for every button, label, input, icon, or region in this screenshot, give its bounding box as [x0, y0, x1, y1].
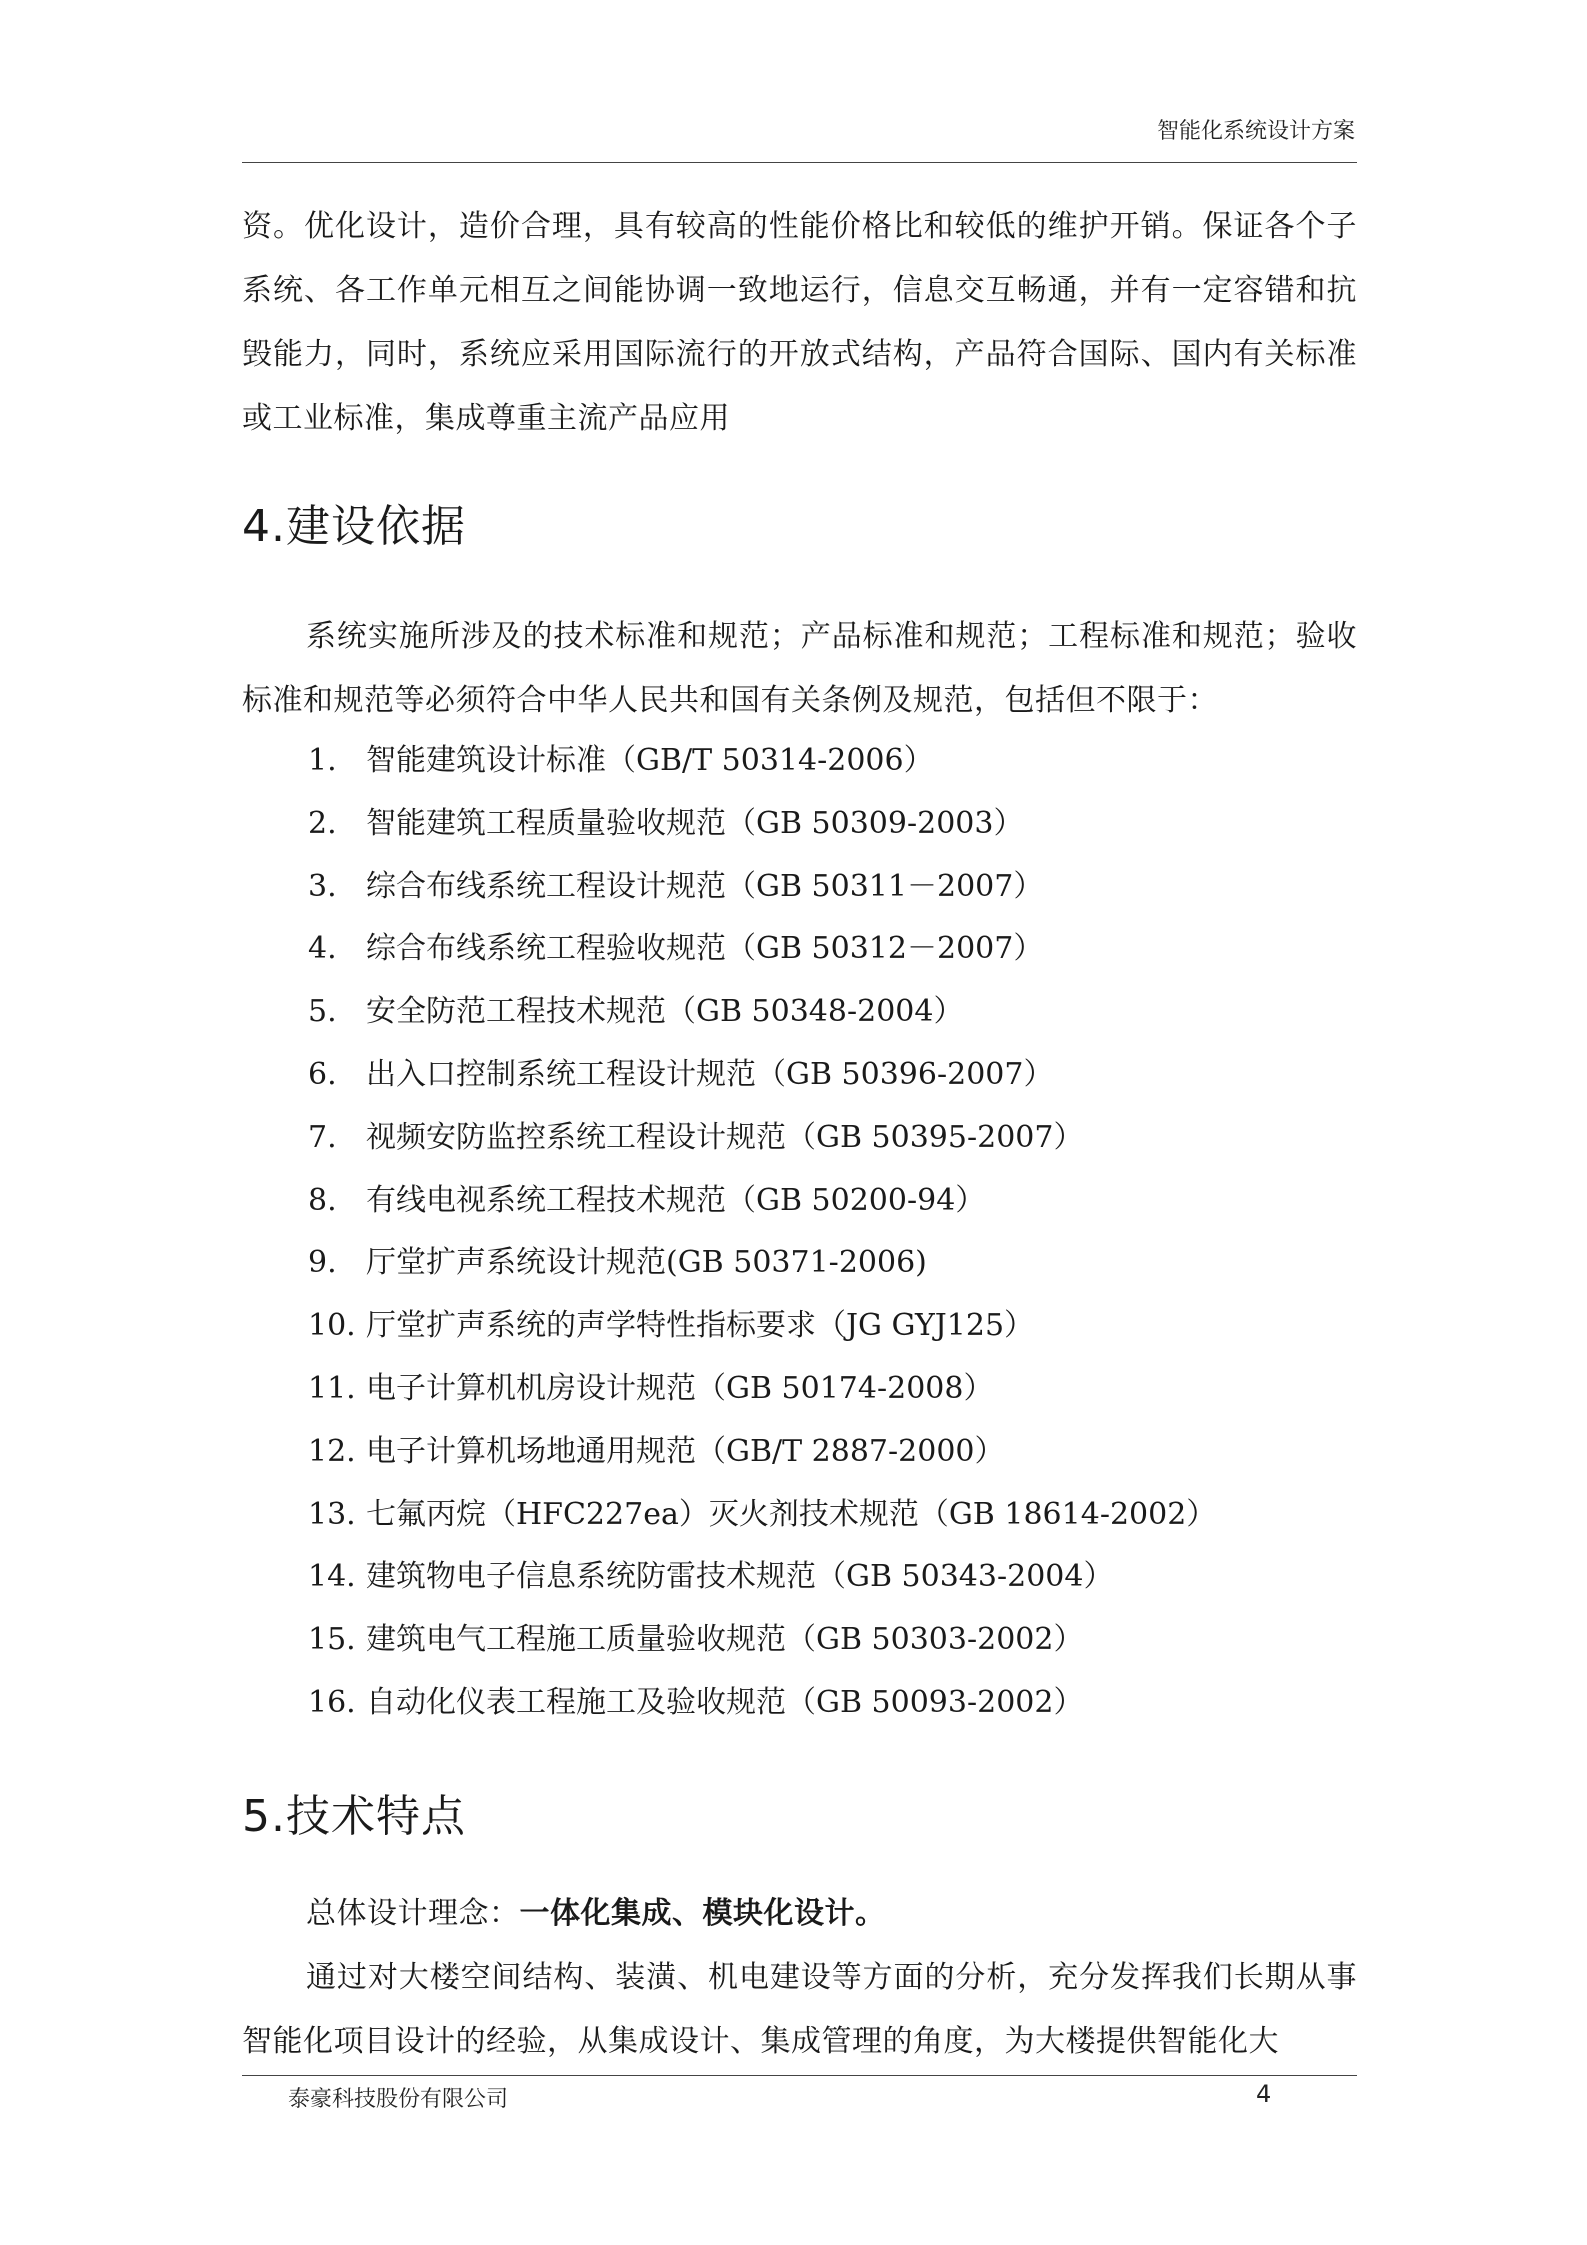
intro-block	[242, 195, 1357, 451]
list-item-number: 11.	[308, 1370, 356, 1406]
list-item-text: 七氟丙烷（HFC227ea）灭火剂技术规范（GB 18614-2002）	[366, 1496, 1217, 1532]
page-header-title: 智能化系统设计方案	[1156, 119, 1355, 144]
list-item-number: 7.	[308, 1119, 337, 1155]
list-item	[308, 1044, 1216, 1107]
list-item-number: 4.	[308, 931, 337, 967]
design-concept-value: 一体化集成、模块化设计。	[519, 1896, 886, 1931]
section-4-heading: 4.建设依据	[242, 501, 466, 552]
list-item	[308, 1232, 1216, 1295]
design-concept-line	[242, 1882, 1357, 1946]
section-5-paragraph: 通过对大楼空间结构、装潢、机电建设等方面的分析，充分发挥我们长期从事智能化项目设计的经验，从集成设计、集成管理的角度，为大楼提供智能化大	[242, 1960, 1357, 2059]
list-item-text: 安全防范工程技术规范（GB 50348-2004）	[366, 994, 964, 1030]
list-item-text: 厅堂扩声系统设计规范(GB 50371-2006)	[366, 1245, 927, 1281]
list-item-text: 电子计算机场地通用规范（GB/T 2887-2000）	[366, 1433, 1005, 1469]
list-item-text: 自动化仪表工程施工及验收规范（GB 50093-2002）	[366, 1684, 1084, 1720]
list-item	[308, 1358, 1216, 1421]
standards-list	[308, 730, 1216, 1735]
list-item-text: 厅堂扩声系统的声学特性指标要求（JG GYJ125）	[366, 1308, 1035, 1344]
list-item-number: 10.	[308, 1308, 356, 1344]
list-item	[308, 730, 1216, 793]
list-item-text: 智能建筑工程质量验收规范（GB 50309-2003）	[366, 805, 1024, 841]
footer-company-name: 泰豪科技股份有限公司	[288, 2087, 509, 2112]
list-item-text: 有线电视系统工程技术规范（GB 50200-94）	[366, 1182, 986, 1218]
list-item-text: 智能建筑设计标准（GB/T 50314-2006）	[366, 743, 934, 778]
list-item-number: 5.	[308, 994, 337, 1030]
list-item-number: 3.	[308, 868, 337, 904]
footer-divider	[242, 2075, 1357, 2076]
list-item	[308, 1421, 1216, 1484]
list-item	[308, 918, 1216, 981]
list-item-number: 15.	[308, 1622, 356, 1658]
list-item-text: 建筑物电子信息系统防雷技术规范（GB 50343-2004）	[366, 1559, 1114, 1595]
list-item	[308, 1107, 1216, 1170]
list-item	[308, 856, 1216, 919]
intro-paragraph: 资。优化设计，造价合理，具有较高的性能价格比和较低的维护开销。保证各个子系统、各工作单元相互之间能协调一致地运行，信息交互畅通，并有一定容错和抗毁能力，同时，系统应采用国际流行的开放式结构，产品符合国际、国内有关标准或工业标准，集成尊重主流产品应用	[242, 209, 1357, 436]
list-item	[308, 793, 1216, 856]
list-item-text: 综合布线系统工程设计规范（GB 50311－2007）	[366, 868, 1044, 904]
list-item	[308, 1672, 1216, 1735]
list-item-number: 8.	[308, 1182, 337, 1218]
section-5-heading: 5.技术特点	[242, 1791, 466, 1842]
list-item-number: 1.	[308, 743, 337, 778]
list-item-number: 2.	[308, 805, 337, 841]
list-item	[308, 1484, 1216, 1547]
list-item-text: 综合布线系统工程验收规范（GB 50312－2007）	[366, 931, 1044, 967]
list-item-number: 14.	[308, 1559, 356, 1595]
list-item-text: 电子计算机机房设计规范（GB 50174-2008）	[366, 1370, 994, 1406]
design-concept-label: 总体设计理念：	[306, 1896, 520, 1931]
section-4-body	[242, 605, 1357, 733]
list-item-number: 16.	[308, 1684, 356, 1720]
list-item	[308, 1609, 1216, 1672]
section-5-body	[242, 1882, 1357, 2074]
list-item	[308, 1170, 1216, 1233]
header-divider	[242, 162, 1357, 163]
list-item-number: 12.	[308, 1433, 356, 1469]
list-item	[308, 1295, 1216, 1358]
section-4-paragraph: 系统实施所涉及的技术标准和规范；产品标准和规范；工程标准和规范；验收标准和规范等必须符合中华人民共和国有关条例及规范，包括但不限于：	[242, 619, 1357, 718]
list-item-text: 建筑电气工程施工质量验收规范（GB 50303-2002）	[366, 1622, 1084, 1658]
list-item	[308, 981, 1216, 1044]
list-item-number: 9.	[308, 1245, 337, 1281]
list-item-text: 出入口控制系统工程设计规范（GB 50396-2007）	[366, 1056, 1054, 1092]
list-item-text: 视频安防监控系统工程设计规范（GB 50395-2007）	[366, 1119, 1084, 1155]
list-item-number: 13.	[308, 1496, 356, 1532]
list-item	[308, 1546, 1216, 1609]
page-number: 4	[1256, 2080, 1272, 2108]
list-item-number: 6.	[308, 1056, 337, 1092]
